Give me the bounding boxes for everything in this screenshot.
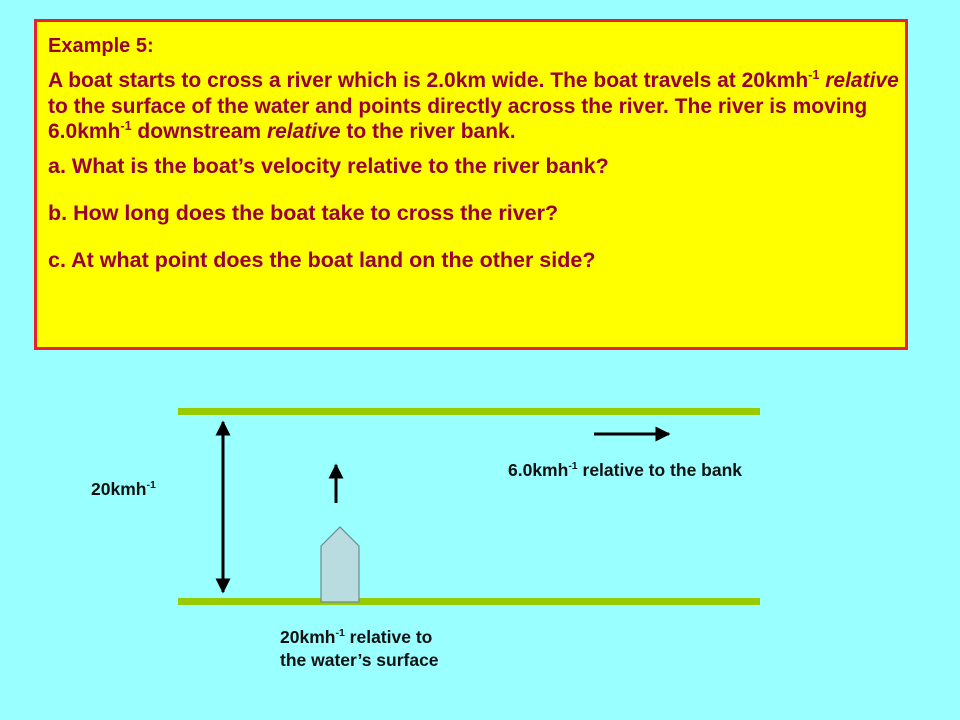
boat-icon bbox=[321, 527, 359, 602]
river-speed-label: 6.0kmh$^{-1}$ relative to the bank bbox=[508, 460, 743, 480]
question-a: a. What is the boat’s velocity relative to the river bank? bbox=[48, 153, 609, 178]
problem-title: Example 5: bbox=[48, 35, 154, 57]
superscript: -1 bbox=[120, 119, 132, 133]
statement-text: to the surface of the water and points directly across the river. The river is moving 6.0kmh bbox=[48, 94, 868, 143]
far-river-bank bbox=[178, 408, 760, 415]
question-c: c. At what point does the boat land on the other side? bbox=[48, 247, 596, 272]
statement-text: A boat starts to cross a river which is 2.0km wide. The boat travels at 20kmh bbox=[48, 69, 809, 92]
boat-speed-label: 20kmh$^{-1}$ relative to the water’s surface bbox=[280, 627, 439, 670]
superscript: -1 bbox=[808, 68, 820, 82]
emphasis: relative bbox=[266, 120, 341, 143]
emphasis: relative bbox=[825, 69, 899, 92]
near-river-bank bbox=[178, 598, 760, 605]
statement-text: to the river bank. bbox=[340, 120, 516, 143]
width-speed-label: 20kmh$^{-1}$ bbox=[91, 479, 156, 499]
question-b: b. How long does the boat take to cross the river? bbox=[48, 200, 559, 225]
statement-text: downstream bbox=[131, 120, 267, 143]
